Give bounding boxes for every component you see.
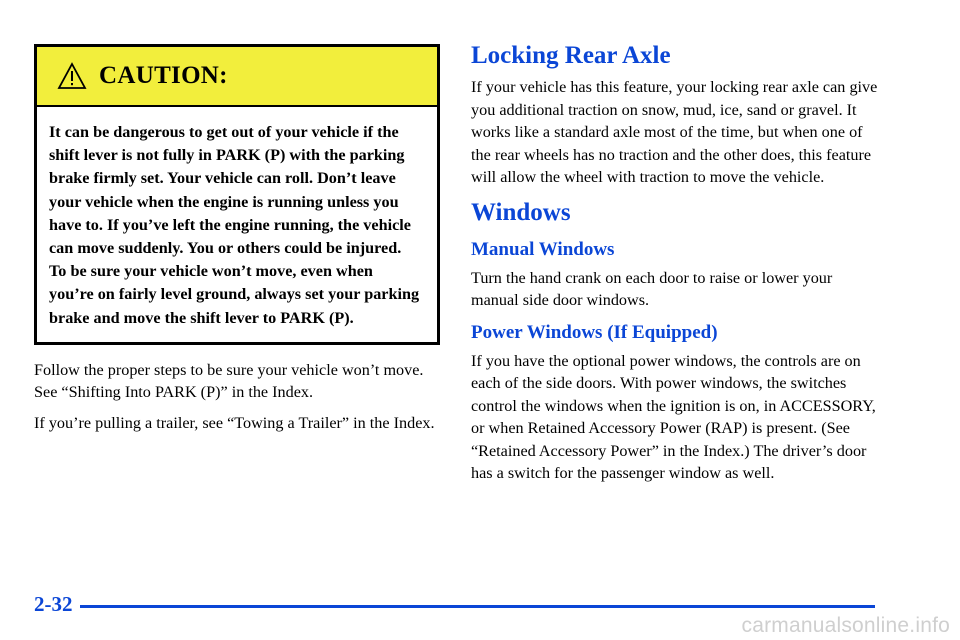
left-column — [34, 44, 440, 442]
page-number: 2-32 — [34, 592, 73, 616]
caution-box — [34, 44, 440, 345]
manual-windows-text: Turn the hand crank on each door to raise or lower your manual side door windows. — [471, 268, 833, 309]
locking-rear-axle-text: If your vehicle has this feature, your locking rear axle can give you additional traction on snow, mud, ice, sand or gravel. It works like a standard axle most of the time, but when one of the rear wheels has no traction and the other does, this feature will allow the wheel with traction to move the vehicle. — [471, 78, 878, 186]
right-column — [471, 40, 881, 493]
left-paragraphs — [34, 359, 440, 435]
manual-windows-heading: Manual Windows — [471, 238, 615, 260]
watermark: carmanualsonline.info — [741, 614, 950, 637]
caution-header — [37, 47, 437, 107]
warning-triangle-icon — [57, 62, 87, 90]
trailer-paragraph: If you’re pulling a trailer, see “Towing a Trailer” in the Index. — [34, 413, 435, 432]
windows-heading: Windows — [471, 198, 571, 226]
caution-text: It can be dangerous to get out of your vehicle if the shift lever is not fully in PARK (P) with the parking brake firmly set. Your vehicle can roll. Don’t leave your vehicle when the engine is running unless you have to. If you’ve left the engine running, the vehicle can move suddenly. You or others could be injured. To be sure your vehicle won’t move, even when you’re on fairly level ground, always set your parking brake and move the shift lever to PARK (P). — [49, 123, 420, 327]
park-steps-paragraph: Follow the proper steps to be sure your vehicle won’t move. See “Shifting Into PARK (P)” in the Index. — [34, 360, 424, 402]
caution-title: CAUTION: — [99, 62, 228, 89]
power-windows-text: If you have the optional power windows, the controls are on each of the side doors. With power windows, the switches control the windows when the ignition is on, in ACCESSORY, or when Retained Accessory Power (RAP) is present. (See “Retained Accessory Power” in the Index.) The driver’s door has a switch for the passenger window as well. — [471, 351, 876, 482]
footer-rule — [80, 605, 875, 608]
locking-rear-axle-heading: Locking Rear Axle — [471, 42, 671, 69]
power-windows-heading: Power Windows (If Equipped) — [471, 321, 718, 343]
